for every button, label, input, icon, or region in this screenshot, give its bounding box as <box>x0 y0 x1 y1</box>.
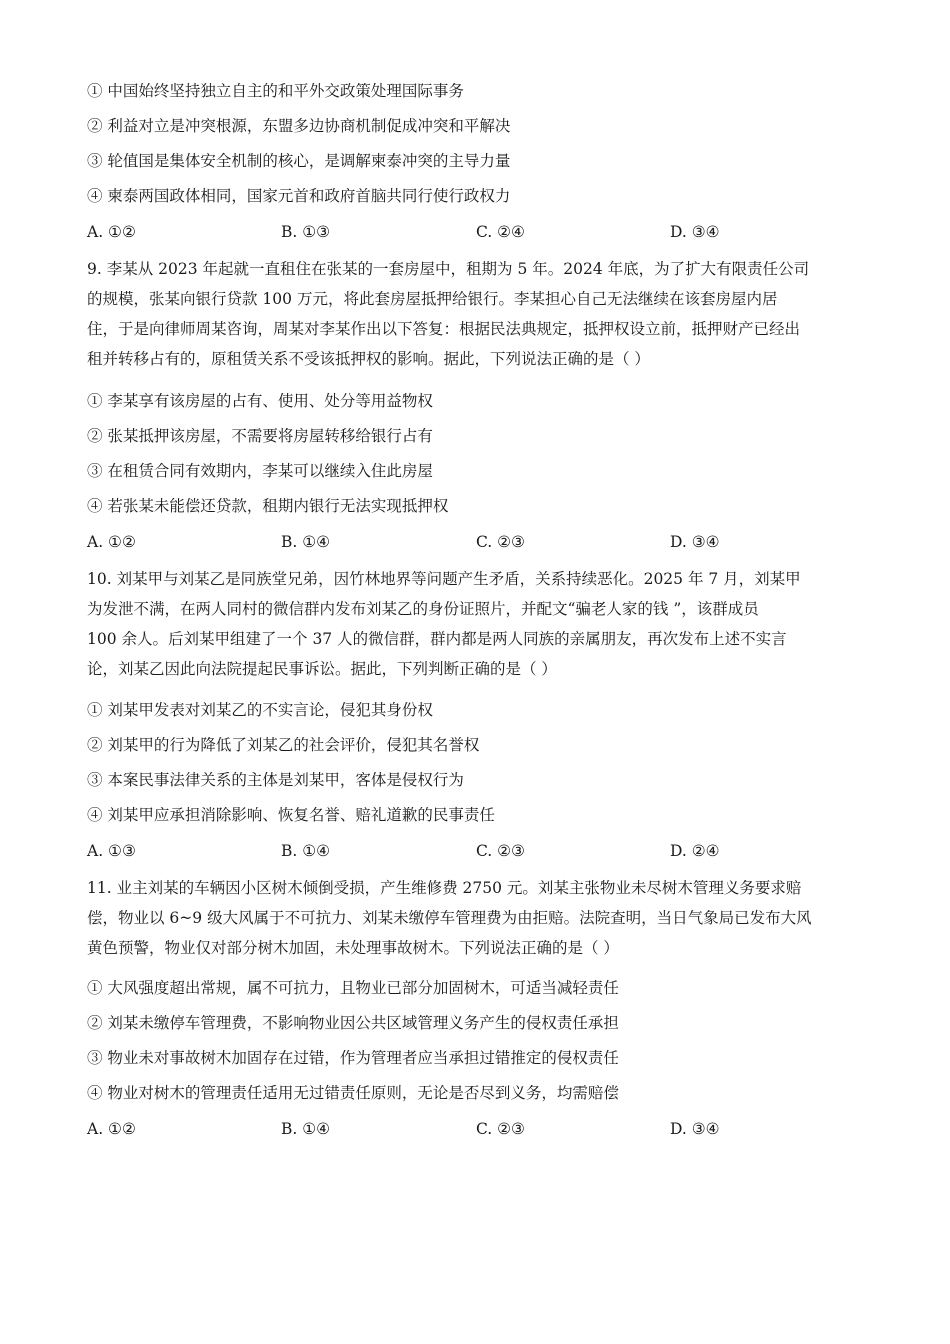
q9-stem-line: 9. 李某从 2023 年起就一直租住在张某的一套房屋中，租期为 5 年。2024 年底，为了扩大有限责任公司 <box>87 260 810 278</box>
q8-option-3: ③ 轮值国是集体安全机制的核心，是调解柬泰冲突的主导力量 <box>87 152 511 170</box>
q11-choice-b: B. ①④ <box>281 1120 331 1138</box>
q8-choice-a: A. ①② <box>87 223 136 241</box>
q9-choice-b: B. ①④ <box>281 533 331 551</box>
q11-option-3: ③ 物业未对事故树木加固存在过错，作为管理者应当承担过错推定的侵权责任 <box>87 1049 619 1067</box>
q10-stem-line: 论，刘某乙因此向法院提起民事诉讼。据此，下列判断正确的是（ ） <box>87 660 557 678</box>
q9-choice-c: C. ②③ <box>476 533 525 551</box>
q8-choices <box>87 222 867 244</box>
q10-choice-b: B. ①④ <box>281 842 331 860</box>
q10-stem-line: 100 余人。后刘某甲组建了一个 37 人的微信群，群内都是两人同族的亲属朋友，再次发布上述不实言 <box>87 630 787 648</box>
q10-option-4: ④ 刘某甲应承担消除影响、恢复名誉、赔礼道歉的民事责任 <box>87 806 495 824</box>
q10-choice-c: C. ②③ <box>476 842 525 860</box>
q11-stem-line: 偿，物业以 6~9 级大风属于不可抗力、刘某未缴停车管理费为由拒赔。法院查明，当日气象局已发布大风 <box>87 909 812 927</box>
q8-choice-d: D. ③④ <box>670 223 720 241</box>
q11-option-2: ② 刘某未缴停车管理费，不影响物业因公共区域管理义务产生的侵权责任承担 <box>87 1014 619 1032</box>
q9-stem-line: 租并转移占有的，原租赁关系不受该抵押权的影响。据此，下列说法正确的是（ ） <box>87 350 650 368</box>
q9-option-4: ④ 若张某未能偿还贷款，租期内银行无法实现抵押权 <box>87 497 449 515</box>
q11-option-1: ① 大风强度超出常规，属不可抗力，且物业已部分加固树木，可适当减轻责任 <box>87 979 619 997</box>
q9-stem-line: 住，于是向律师周某咨询，周某对李某作出以下答复：根据民法典规定，抵押权设立前，抵押财产已经出 <box>87 320 801 338</box>
q8-option-2: ② 利益对立是冲突根源，东盟多边协商机制促成冲突和平解决 <box>87 117 511 135</box>
q10-stem <box>87 564 867 684</box>
q10-option-2: ② 刘某甲的行为降低了刘某乙的社会评价，侵犯其名誉权 <box>87 736 480 754</box>
q8-option-1: ① 中国始终坚持独立自主的和平外交政策处理国际事务 <box>87 82 464 100</box>
q10-option-1: ① 刘某甲发表对刘某乙的不实言论，侵犯其身份权 <box>87 701 433 719</box>
q11-stem-line: 11. 业主刘某的车辆因小区树木倾倒受损，产生维修费 2750 元。刘某主张物业未尽树木管理义务要求赔 <box>87 879 802 897</box>
q9-choices <box>87 532 867 554</box>
q8-choice-c: C. ②④ <box>476 223 525 241</box>
q9-option-1: ① 李某享有该房屋的占有、使用、处分等用益物权 <box>87 392 433 410</box>
q11-option-4: ④ 物业对树木的管理责任适用无过错责任原则，无论是否尽到义务，均需赔偿 <box>87 1084 619 1102</box>
q9-choice-d: D. ③④ <box>670 533 720 551</box>
q8-option-4: ④ 柬泰两国政体相同，国家元首和政府首脑共同行使行政权力 <box>87 187 511 205</box>
q9-stem-line: 的规模，张某向银行贷款 100 万元，将此套房屋抵押给银行。李某担心自己无法继续在该套房屋内居 <box>87 290 778 308</box>
q11-choices <box>87 1119 867 1141</box>
q10-choice-d: D. ②④ <box>670 842 720 860</box>
q11-choice-a: A. ①② <box>87 1120 136 1138</box>
q10-option-3: ③ 本案民事法律关系的主体是刘某甲，客体是侵权行为 <box>87 771 464 789</box>
q8-choice-b: B. ①③ <box>281 223 331 241</box>
q11-choice-d: D. ③④ <box>670 1120 720 1138</box>
q11-stem <box>87 873 867 963</box>
q10-stem-line: 10. 刘某甲与刘某乙是同族堂兄弟，因竹林地界等问题产生矛盾，关系持续恶化。2025 年 7 月，刘某甲 <box>87 570 801 588</box>
q9-choice-a: A. ①② <box>87 533 136 551</box>
q10-stem-line: 为发泄不满，在两人同村的微信群内发布刘某乙的身份证照片，并配文“骗老人家的钱 ”，该群成员 <box>87 600 759 618</box>
q9-option-2: ② 张某抵押该房屋，不需要将房屋转移给银行占有 <box>87 427 433 445</box>
q11-choice-c: C. ②③ <box>476 1120 525 1138</box>
q9-option-3: ③ 在租赁合同有效期内，李某可以继续入住此房屋 <box>87 462 433 480</box>
q10-choices <box>87 841 867 863</box>
q9-stem <box>87 254 867 374</box>
q11-stem-line: 黄色预警，物业仅对部分树木加固，未处理事故树木。下列说法正确的是（ ） <box>87 939 619 957</box>
q10-choice-a: A. ①③ <box>87 842 136 860</box>
